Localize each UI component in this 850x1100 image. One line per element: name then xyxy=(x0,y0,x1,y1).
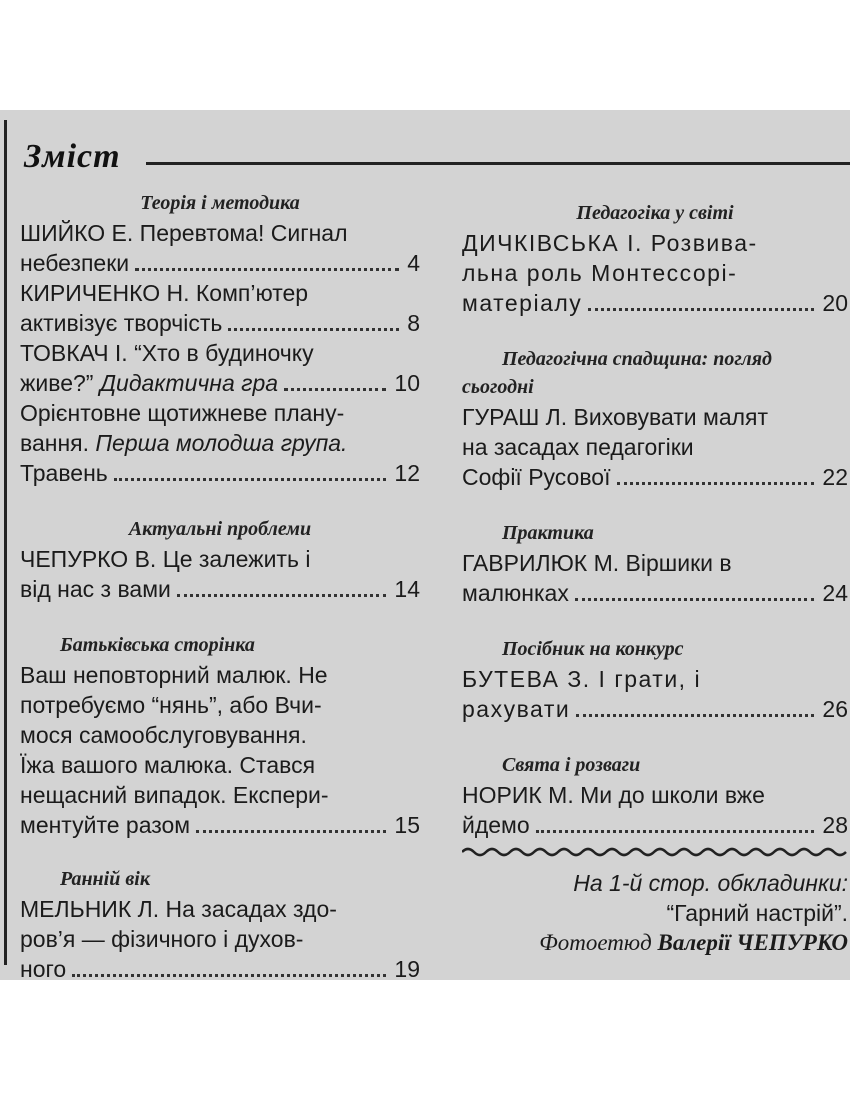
entry-leader xyxy=(462,810,848,840)
toc-entry-buteva[interactable] xyxy=(462,664,848,724)
dot-leader xyxy=(135,267,399,271)
entry-leader xyxy=(20,574,420,604)
dot-leader xyxy=(617,481,815,485)
page-number: 14 xyxy=(394,576,420,602)
entry-line: ров’я — фізичного і духов- xyxy=(20,926,304,952)
contents-heading: Зміст xyxy=(24,138,121,175)
entry-leader xyxy=(20,308,420,338)
section-title: Ранній вік xyxy=(60,868,150,890)
left-column xyxy=(20,190,420,984)
entry-leader xyxy=(462,462,848,492)
entry-line: льна роль Монтессорі- xyxy=(462,260,738,286)
entry-line: ШИЙКО Е. Перевтома! Сигнал xyxy=(20,220,348,246)
left-margin-rule xyxy=(4,120,7,965)
section-title: Свята і розваги xyxy=(502,754,641,776)
heading-underline xyxy=(146,162,850,165)
cover-note-title: “Гарний настрій”. xyxy=(666,900,848,926)
entry-leader xyxy=(20,954,420,984)
page-number: 22 xyxy=(822,464,848,490)
section-holidays xyxy=(462,752,848,840)
entry-line: БУТЕВА З. І грати, і xyxy=(462,666,702,692)
section-title-continued: сьогодні xyxy=(462,376,534,398)
entry-leader xyxy=(462,288,848,318)
section-parents-page xyxy=(20,632,420,840)
entry-line-start xyxy=(20,368,278,398)
dot-leader xyxy=(588,307,814,311)
entry-leader xyxy=(462,694,848,724)
section-title: Практика xyxy=(502,522,594,544)
page-number: 19 xyxy=(394,956,420,982)
section-title: Теорія і методика xyxy=(140,192,300,214)
cover-note-line: На 1-й стор. обкладинки: xyxy=(573,870,848,896)
section-title: Посібник на конкурс xyxy=(502,638,684,660)
entry-line: Орієнтовне щотижневе плану- xyxy=(20,400,345,426)
page-number: 15 xyxy=(394,812,420,838)
section-practice xyxy=(462,520,848,608)
toc-entry-melnyk[interactable] xyxy=(20,894,420,984)
dot-leader xyxy=(196,829,386,833)
entry-line: рахувати xyxy=(462,696,571,722)
entry-line: нещасний випадок. Експери- xyxy=(20,782,329,808)
page-number: 20 xyxy=(822,290,848,316)
page-number: 12 xyxy=(394,460,420,486)
toc-entry-dychkivska[interactable] xyxy=(462,228,848,318)
page-number: 10 xyxy=(394,370,420,396)
entry-line: на засадах педагогіки xyxy=(462,434,694,460)
entry-line: активізує творчість xyxy=(20,310,223,336)
right-column xyxy=(462,200,848,840)
toc-entry-tovkach[interactable] xyxy=(20,338,420,398)
section-contest-manual xyxy=(462,636,848,724)
toc-entry-planning[interactable] xyxy=(20,398,420,488)
dot-leader xyxy=(576,713,814,717)
toc-entry-gavryliuk[interactable] xyxy=(462,548,848,608)
entry-line: малюнках xyxy=(462,580,569,606)
entry-leader xyxy=(462,578,848,608)
photo-credit-prefix: Фотоетюд xyxy=(539,930,658,955)
section-title: Педагогіка у світі xyxy=(576,202,734,224)
entry-line: ГУРАШ Л. Виховувати малят xyxy=(462,404,769,430)
entry-line: НОРИК М. Ми до школи вже xyxy=(462,782,765,808)
page-number: 24 xyxy=(822,580,848,606)
page-number: 26 xyxy=(822,696,848,722)
section-title: Педагогічна спадщина: погляд xyxy=(502,348,772,370)
entry-line: небезпеки xyxy=(20,250,130,276)
section-pedagogical-heritage xyxy=(462,346,848,492)
toc-entry-shyiko[interactable] xyxy=(20,218,420,278)
entry-line: Травень xyxy=(20,460,108,486)
entry-line: потребуємо “нянь”, або Вчи- xyxy=(20,692,322,718)
dot-leader xyxy=(536,829,815,833)
dot-leader xyxy=(228,327,399,331)
decorative-wavy-rule xyxy=(462,846,850,858)
entry-line: ТОВКАЧ І. “Хто в будиночку xyxy=(20,340,314,366)
page-number: 8 xyxy=(407,310,420,336)
toc-entry-noryk[interactable] xyxy=(462,780,848,840)
entry-line: ЧЕПУРКО В. Це залежить і xyxy=(20,546,311,572)
entry-leader xyxy=(20,248,420,278)
page-number: 28 xyxy=(822,812,848,838)
entry-line: КИРИЧЕНКО Н. Комп’ютер xyxy=(20,280,309,306)
toc-entry-kyrychenko[interactable] xyxy=(20,278,420,338)
section-current-problems xyxy=(20,516,420,604)
cover-note xyxy=(462,868,848,958)
contents-heading-row xyxy=(24,138,850,178)
entry-line: Ваш неповторний малюк. Не xyxy=(20,662,328,688)
dot-leader xyxy=(114,477,387,481)
entry-text: живе?” xyxy=(20,370,100,396)
dot-leader xyxy=(72,973,386,977)
photo-credit xyxy=(462,928,848,958)
entry-line: від нас з вами xyxy=(20,576,171,602)
section-theory xyxy=(20,190,420,488)
entry-line: ментуйте разом xyxy=(20,812,191,838)
entry-line xyxy=(20,428,420,458)
dot-leader xyxy=(284,387,386,391)
entry-line: Софії Русової xyxy=(462,464,611,490)
entry-leader xyxy=(20,458,420,488)
entry-line: матеріалу xyxy=(462,290,583,316)
section-title: Актуальні проблеми xyxy=(128,518,312,540)
toc-entry-gurash[interactable] xyxy=(462,402,848,492)
entry-line: ного xyxy=(20,956,67,982)
entry-line: йдемо xyxy=(462,812,530,838)
entry-text: вання. xyxy=(20,430,96,456)
entry-line: ГАВРИЛЮК М. Віршики в xyxy=(462,550,732,576)
page-number: 4 xyxy=(407,250,420,276)
section-pedagogy-world xyxy=(462,200,848,318)
dot-leader xyxy=(177,593,387,597)
entry-line: МЕЛЬНИК Л. На засадах здо- xyxy=(20,896,337,922)
entry-italic-text: Дидактична гра xyxy=(99,370,279,396)
section-early-age xyxy=(20,866,420,984)
toc-entry-chepurko[interactable] xyxy=(20,544,420,604)
entry-line: ДИЧКІВСЬКА І. Розвива- xyxy=(462,230,758,256)
toc-entry-parents[interactable] xyxy=(20,660,420,840)
photo-credit-name: Валерії ЧЕПУРКО xyxy=(657,930,848,955)
entry-leader xyxy=(20,810,420,840)
entry-italic-text: Перша молодша група. xyxy=(95,430,348,456)
entry-leader xyxy=(20,368,420,398)
entry-line: Їжа вашого малюка. Стався xyxy=(20,752,316,778)
section-title: Батьківська сторінка xyxy=(60,634,255,656)
dot-leader xyxy=(575,597,815,601)
entry-line: мося самообслуговування. xyxy=(20,722,307,748)
